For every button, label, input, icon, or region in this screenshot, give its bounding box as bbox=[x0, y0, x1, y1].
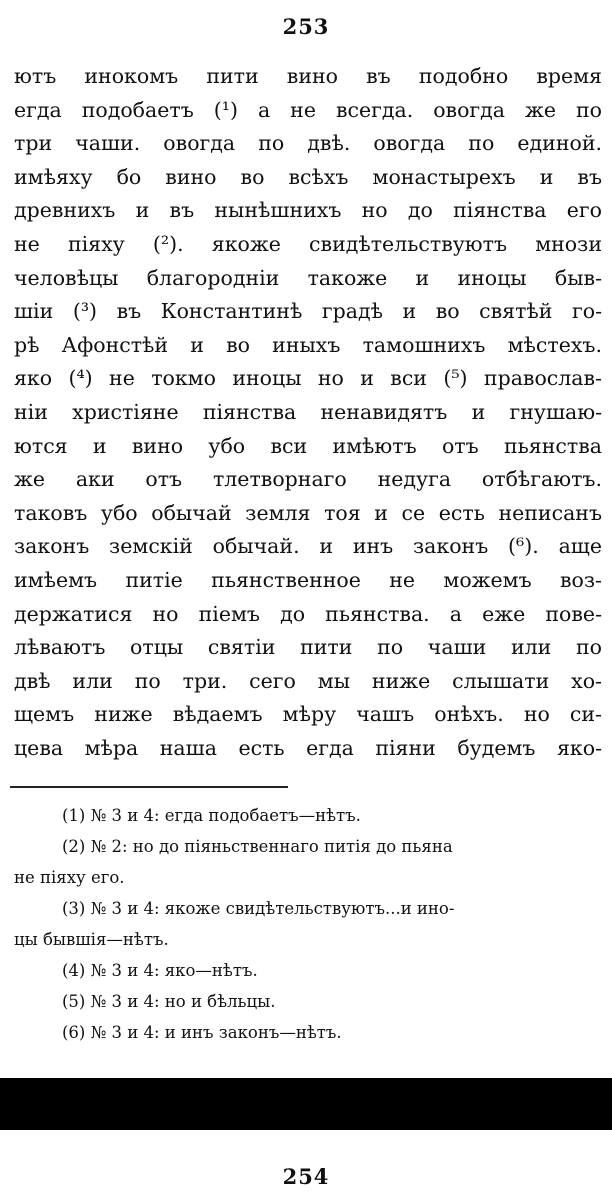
text-line: имѣяху бо вино во всѣхъ монастырехъ и въ bbox=[14, 164, 602, 189]
text-line: держатися но піемъ до пьянства. а еже пове- bbox=[14, 601, 602, 626]
footnote-2-continuation: не піяху его. bbox=[14, 868, 125, 887]
text-line: ніи христіяне піянства ненавидятъ и гнушаю- bbox=[14, 399, 602, 424]
page-number-bottom: 254 bbox=[282, 1164, 330, 1189]
main-text bbox=[14, 60, 602, 765]
text-line: лѣваютъ отцы святіи пити по чаши или по bbox=[14, 635, 602, 660]
footnote-2: (2) № 2: но до піяньственнаго питія до пьяна bbox=[62, 837, 453, 856]
text-line: древнихъ и въ нынѣшнихъ но до піянства его bbox=[14, 198, 602, 223]
footnote-1: (1) № 3 и 4: егда подобаетъ—нѣтъ. bbox=[62, 806, 361, 825]
text-line: шіи (³) въ Константинѣ градѣ и во святѣй го- bbox=[14, 299, 602, 324]
text-line: ются и вино убо вси имѣютъ отъ пьянства bbox=[14, 433, 602, 458]
footnote-5: (5) № 3 и 4: но и бѣльцы. bbox=[62, 992, 276, 1011]
text-line: щемъ ниже вѣдаемъ мѣру чашъ онѣхъ. но си- bbox=[14, 702, 602, 727]
text-line: таковъ убо обычай земля тоя и се есть неписанъ bbox=[14, 500, 602, 525]
text-line: ютъ инокомъ пити вино въ подобно время bbox=[14, 64, 602, 88]
text-line: двѣ или по три. сего мы ниже слышати хо- bbox=[14, 668, 602, 693]
text-line: яко (⁴) не токмо иноцы но и вси (⁵) православ- bbox=[14, 366, 602, 391]
footnote-6: (6) № 3 и 4: и инъ законъ—нѣтъ. bbox=[62, 1023, 342, 1042]
footnote-3-continuation: цы бывшія—нѣтъ. bbox=[14, 930, 169, 949]
text-line: егда подобаетъ (¹) а не всегда. овогда же по bbox=[14, 97, 602, 122]
page-gap-band bbox=[0, 1078, 612, 1130]
text-line: цева мѣра наша есть егда піяни будемъ яко- bbox=[14, 735, 602, 760]
text-line: не піяху (²). якоже свидѣтельствуютъ мнози bbox=[14, 231, 602, 256]
text-line: человѣцы благородніи такоже и иноцы быв- bbox=[14, 265, 602, 290]
footnote-separator bbox=[10, 786, 288, 788]
text-line: законъ земскій обычай. и инъ законъ (⁶). аще bbox=[14, 534, 602, 559]
footnote-3: (3) № 3 и 4: якоже свидѣтельствуютъ...и ино- bbox=[62, 899, 455, 918]
footnote-4: (4) № 3 и 4: яко—нѣтъ. bbox=[62, 961, 258, 980]
footnotes bbox=[14, 800, 602, 1048]
page-number-top: 253 bbox=[282, 14, 330, 39]
text-line: три чаши. овогда по двѣ. овогда по единой. bbox=[14, 131, 602, 156]
text-line: же аки отъ тлетворнаго недуга отбѣгаютъ. bbox=[14, 467, 602, 492]
text-line: рѣ Афонстѣй и во иныхъ тамошнихъ мѣстехъ. bbox=[14, 332, 602, 357]
text-line: имѣемъ питіе пьянственное не можемъ воз- bbox=[14, 567, 602, 592]
